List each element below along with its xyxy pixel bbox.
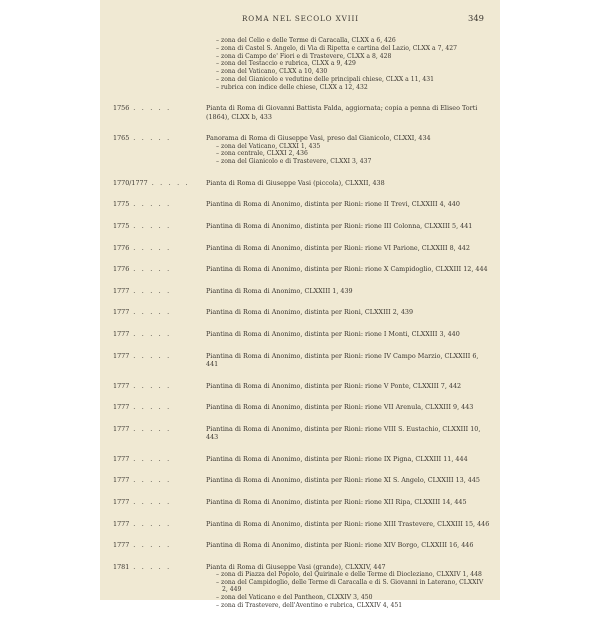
index-entry — [100, 520, 500, 528]
leader-dots: . . . . . — [133, 424, 172, 433]
subzone-item: – zona del Vaticano, CLXXI 1, 435 — [222, 143, 490, 151]
entry-year-value: 1776 — [113, 265, 130, 274]
entry-description — [206, 382, 490, 390]
subzone-item: – zona del Campidoglio, delle Terme di Caracalla e di S. Giovanni in Laterano, CLXXIV 2, 449 — [222, 579, 490, 594]
subzone-item: – zona di Castel S. Angelo, di Via di Ripetta e cartina del Lazio, CLXX a 7, 427 — [222, 45, 490, 53]
index-entries — [100, 37, 500, 622]
entry-description — [206, 222, 490, 230]
leader-dots: . . . . . — [133, 381, 172, 390]
entry-year — [113, 425, 209, 433]
index-entry — [100, 308, 500, 316]
leader-dots: . . . . . — [133, 403, 172, 412]
entry-year — [113, 104, 209, 112]
index-entry — [100, 541, 500, 549]
entry-year-value: 1777 — [113, 454, 130, 463]
leader-dots: . . . . . — [133, 134, 172, 143]
leader-dots: . . . . . — [133, 329, 172, 338]
index-entry — [100, 425, 500, 442]
entry-year — [113, 265, 209, 273]
entry-year-value: 1756 — [113, 104, 130, 113]
subzone-item: – zona di Trastevere, dell'Aventino e rubrica, CLXXIV 4, 451 — [222, 602, 490, 610]
entry-text: Piantina di Roma di Anonimo, distinta per Rioni: rione II Trevi, CLXXIII 4, 440 — [206, 200, 460, 209]
entry-text: Piantina di Roma di Anonimo, distinta per Rioni: rione XI S. Angelo, CLXXIII 13, 445 — [206, 476, 480, 485]
entry-year — [113, 308, 209, 316]
entry-year-value: 1777 — [113, 308, 130, 317]
leader-dots: . . . . . — [133, 497, 172, 506]
entry-year — [113, 563, 209, 571]
entry-subzones — [206, 143, 490, 166]
entry-year — [113, 382, 209, 390]
entry-text: Piantina di Roma di Anonimo, CLXXIII 1, 439 — [206, 286, 353, 295]
entry-year — [113, 134, 209, 142]
index-entry — [100, 134, 500, 165]
entry-text: Piantina di Roma di Anonimo, distinta per Rioni: rione V Ponte, CLXXIII 7, 442 — [206, 381, 462, 390]
entry-year-value: 1777 — [113, 497, 130, 506]
index-entry — [100, 382, 500, 390]
leader-dots: . . . . . — [133, 308, 172, 317]
entry-description — [206, 179, 490, 187]
subzone-item: – zona del Testaccio e rubrica, CLXX a 9, 429 — [222, 60, 490, 68]
book-page — [100, 0, 500, 609]
subzone-item: – zona del Gianicolo e vedutine delle principali chiese, CLXX a 11, 431 — [222, 76, 490, 84]
entry-description — [206, 352, 490, 369]
entry-year-value: 1781 — [113, 562, 130, 571]
entry-year-value: 1777 — [113, 286, 130, 295]
entry-description — [206, 244, 490, 252]
leader-dots: . . . . . — [133, 454, 172, 463]
index-entry — [100, 498, 500, 506]
entry-description — [206, 476, 490, 484]
leader-dots: . . . . . — [133, 541, 172, 550]
index-entry — [100, 330, 500, 338]
entry-text: Pianta di Roma di Giuseppe Vasi (grande), CLXXIV, 447 — [206, 562, 386, 571]
entry-description — [206, 308, 490, 316]
entry-description — [206, 200, 490, 208]
entry-text: Piantina di Roma di Anonimo, distinta per Rioni: rione VI Parione, CLXXIII 8, 442 — [206, 243, 470, 252]
entry-text: Piantina di Roma di Anonimo, distinta per Rioni: rione VIII S. Eustachio, CLXXIII 10, 443 — [206, 424, 481, 442]
entry-year-value: 1775 — [113, 200, 130, 209]
entry-description — [206, 541, 490, 549]
entry-description — [206, 563, 490, 609]
entry-description — [206, 498, 490, 506]
entry-year-value: 1765 — [113, 134, 130, 143]
entry-year-value: 1777 — [113, 476, 130, 485]
index-entry — [100, 37, 500, 91]
entry-text: Piantina di Roma di Anonimo, distinta per Rioni: rione I Monti, CLXXIII 3, 440 — [206, 329, 460, 338]
index-entry — [100, 104, 500, 121]
leader-dots: . . . . . — [133, 519, 172, 528]
entry-year — [113, 498, 209, 506]
entry-year — [113, 244, 209, 252]
index-entry — [100, 265, 500, 273]
entry-text: Piantina di Roma di Anonimo, distinta per Rioni: rione X Campidoglio, CLXXIII 12, 444 — [206, 265, 488, 274]
entry-year — [113, 476, 209, 484]
entry-year-value: 1777 — [113, 519, 130, 528]
index-entry — [100, 244, 500, 252]
entry-text: Piantina di Roma di Anonimo, distinta per Rioni: rione VII Arenula, CLXXIII 9, 443 — [206, 403, 474, 412]
leader-dots: . . . . . — [133, 562, 172, 571]
page-header — [100, 14, 500, 26]
index-entry — [100, 287, 500, 295]
entry-subzones — [206, 37, 490, 91]
entry-year — [113, 330, 209, 338]
entry-text: Pianta di Roma di Giovanni Battista Falda, aggiornata; copia a penna di Eliseo Torti (1864), CLXX b, 433 — [206, 104, 478, 121]
entry-subzones — [206, 571, 490, 609]
index-entry — [100, 455, 500, 463]
leader-dots: . . . . . — [133, 200, 172, 209]
entry-year — [113, 520, 209, 528]
entry-year — [113, 179, 209, 187]
leader-dots: . . . . . — [133, 351, 172, 360]
entry-year-value: 1777 — [113, 351, 130, 360]
entry-text: Panorama di Roma di Giuseppe Vasi, preso dal Gianicolo, CLXXI, 434 — [206, 134, 431, 143]
entry-description — [206, 134, 490, 165]
leader-dots: . . . . . — [133, 222, 172, 230]
entry-year — [113, 222, 209, 230]
entry-year-value: 1777 — [113, 381, 130, 390]
entry-text: Piantina di Roma di Anonimo, distinta per Rioni: rione XII Ripa, CLXXIII 14, 445 — [206, 497, 467, 506]
leader-dots: . . . . . — [133, 265, 172, 274]
entry-year — [113, 352, 209, 360]
entry-year-value: 1776 — [113, 243, 130, 252]
index-entry — [100, 179, 500, 187]
page-number: 349 — [468, 13, 484, 23]
entry-year-value: 1777 — [113, 424, 130, 433]
leader-dots: . . . . . — [133, 243, 172, 252]
subzone-item: – rubrica con indice delle chiese, CLXX a 12, 432 — [222, 84, 490, 92]
entry-description — [206, 265, 490, 273]
subzone-item: – zona del Gianicolo e di Trastevere, CLXXI 3, 437 — [222, 158, 490, 166]
index-entry — [100, 222, 500, 230]
entry-year-value: 1770/1777 — [113, 178, 148, 187]
subzone-item: – zona di Piazza del Popolo, del Quirinale e delle Terme di Diocleziano, CLXXIV 1, 448 — [222, 571, 490, 579]
entry-text: Piantina di Roma di Anonimo, distinta per Rioni: rione IV Campo Marzio, CLXXIII 6, 441 — [206, 351, 479, 368]
subzone-item: – zona del Vaticano e del Pantheon, CLXXIV 3, 450 — [222, 594, 490, 602]
entry-text: Piantina di Roma di Anonimo, distinta per Rioni: rione XIII Trastevere, CLXXIII 15, 446 — [206, 519, 490, 528]
subzone-item: – zona di Campo de' Fiori e di Trastevere, CLXX a 8, 428 — [222, 53, 490, 61]
entry-description — [206, 425, 490, 442]
entry-text: Piantina di Roma di Anonimo, distinta per Rioni: rione XIV Borgo, CLXXIII 16, 446 — [206, 541, 474, 550]
entry-text: Piantina di Roma di Anonimo, distinta per Rioni: rione III Colonna, CLXXIII 5, 441 — [206, 222, 473, 230]
subzone-item: – zona del Vaticano, CLXX a 10, 430 — [222, 68, 490, 76]
subzone-item: – zona centrale, CLXXI 2, 436 — [222, 150, 490, 158]
entry-description — [206, 403, 490, 411]
entry-description — [206, 455, 490, 463]
leader-dots: . . . . . — [151, 178, 190, 187]
entry-description — [206, 104, 490, 121]
entry-year — [113, 403, 209, 411]
entry-text: Piantina di Roma di Anonimo, distinta per Rioni: rione IX Pigna, CLXXIII 11, 444 — [206, 454, 468, 463]
leader-dots: . . . . . — [133, 286, 172, 295]
entry-year-value: 1775 — [113, 222, 130, 230]
entry-description — [206, 520, 490, 528]
leader-dots: . . . . . — [133, 476, 172, 485]
running-title: ROMA NEL SECOLO XVIII — [242, 14, 359, 23]
entry-year-value: 1777 — [113, 541, 130, 550]
entry-year — [113, 541, 209, 549]
index-entry — [100, 563, 500, 609]
entry-text: Piantina di Roma di Anonimo, distinta per Rioni, CLXXIII 2, 439 — [206, 308, 414, 317]
entry-description — [206, 37, 490, 91]
entry-year — [113, 455, 209, 463]
leader-dots: . . . . . — [133, 104, 172, 113]
index-entry — [100, 476, 500, 484]
index-entry — [100, 200, 500, 208]
subzone-item: – zona del Celio e delle Terme di Caracalla, CLXX a 6, 426 — [222, 37, 490, 45]
entry-year-value: 1777 — [113, 403, 130, 412]
entry-year — [113, 287, 209, 295]
index-entry — [100, 352, 500, 369]
entry-description — [206, 330, 490, 338]
entry-year-value: 1777 — [113, 329, 130, 338]
entry-description — [206, 287, 490, 295]
index-entry — [100, 403, 500, 411]
entry-year — [113, 200, 209, 208]
entry-text: Pianta di Roma di Giuseppe Vasi (piccola), CLXXII, 438 — [206, 178, 385, 187]
